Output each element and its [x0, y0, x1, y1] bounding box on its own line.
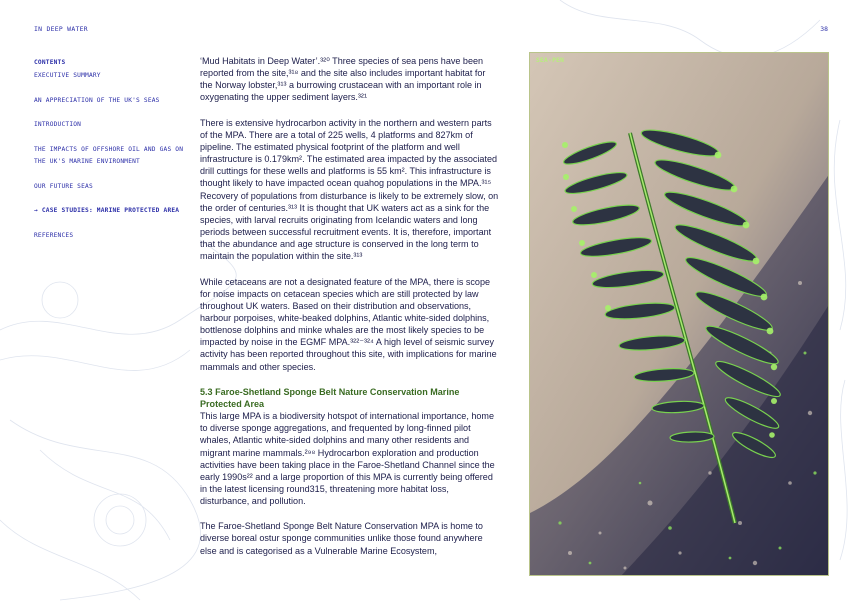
section-heading: 5.3 Faroe-Shetland Sponge Belt Nature Conservation Marine Protected Area — [200, 386, 460, 409]
toc-item-references[interactable]: REFERENCES — [34, 231, 74, 239]
page-number: 38 — [820, 25, 828, 33]
paragraph-sponge-belt: The Faroe-Shetland Sponge Belt Nature Conservation MPA is home to diverse boreal ostur sponge communities unlike those found anywhere else and is categorised as a Vulnerable Marine Ecosystem, — [200, 521, 483, 556]
toc-item-impacts[interactable]: THE IMPACTS OF OFFSHORE OIL AND GAS ON THE UK'S MARINE ENVIRONMENT — [34, 145, 184, 165]
toc-item-introduction[interactable]: INTRODUCTION — [34, 121, 82, 128]
photo-label: SEA-PEN — [536, 57, 565, 64]
sea-pen-photo — [529, 52, 829, 576]
toc-item-executive-summary[interactable]: EXECUTIVE SUMMARY — [34, 72, 101, 79]
paragraph-cetaceans: While cetaceans are not a designated feature of the MPA, there is scope for noise impacts on cetacean species which are still protected by law throughout UK waters. Based on their distribution and observations, harbour porpoises, white-beaked dolphins, Atlantic white-sided dolphins, bottlenose dolphins and minke whales are the most likely species to be impacted by noise in the EGMF MPA.³²²⁻³²⁴ A high level of seismic survey activity has been reported throughout this site, with implications for marine mammals and other species. — [200, 276, 497, 372]
paragraph-faroe-shetland: This large MPA is a biodiversity hotspot of international importance, home to diverse sponge aggregations, and frequented by long-finned pilot whales, Atlantic white-sided dolphins and many other residents and migrant marine mammals.²⁹⁸ Hydrocarbon exploration and production activities have been taking place in the Faroe-Shetland Channel since the early 1990s²² and a large proportion of this MPA is currently being offered in the latest licensing round315, threatening more habitat loss, disturbance, and pollution. — [200, 411, 495, 507]
paragraph-hydrocarbon-activity: There is extensive hydrocarbon activity in the northern and western parts of the MPA. There are a total of 225 wells, 4 platforms and 827km of pipeline. The estimated physical footprint of the platform and well infrastructure is 0.179km². The estimated area impacted by the associated drill cuttings for these wells and platforms is 55 km². This infrastructure is thought likely to have impacted ocean quahog populations in the MPA.³¹⁵ Recovery of populations from disturbance is likely to be extremely slow, on the order of centuries.³¹³ It is thought that UK waters act as a sink for the species, with larval recruits originating from Icelandic waters and long periods between successful recruitment events. It is, therefore, important that the abundance and age structure is conserved in the long term to maintain the population within the site.³¹³ — [200, 117, 499, 262]
table-of-contents — [34, 59, 184, 254]
sea-pen-illustration — [530, 53, 829, 576]
toc-item-appreciation[interactable]: AN APPRECIATION OF THE UK'S SEAS — [34, 96, 160, 104]
toc-heading: CONTENTS — [34, 59, 66, 66]
body-text-column — [200, 55, 500, 570]
paragraph-mud-habitats: ‘Mud Habitats in Deep Water’.³²⁰ Three species of sea pens have been reported from the site,³¹⁸ and the site also includes important habitat for the Norway lobster,³¹³ a burrowing crustacean with an important role in oxygenating the upper sediment layers.³²¹ — [200, 56, 486, 103]
toc-item-case-studies[interactable]: → CASE STUDIES: MARINE PROTECTED AREA — [34, 207, 180, 214]
toc-item-future-seas[interactable]: OUR FUTURE SEAS — [34, 182, 93, 190]
document-title: IN DEEP WATER — [34, 25, 88, 33]
